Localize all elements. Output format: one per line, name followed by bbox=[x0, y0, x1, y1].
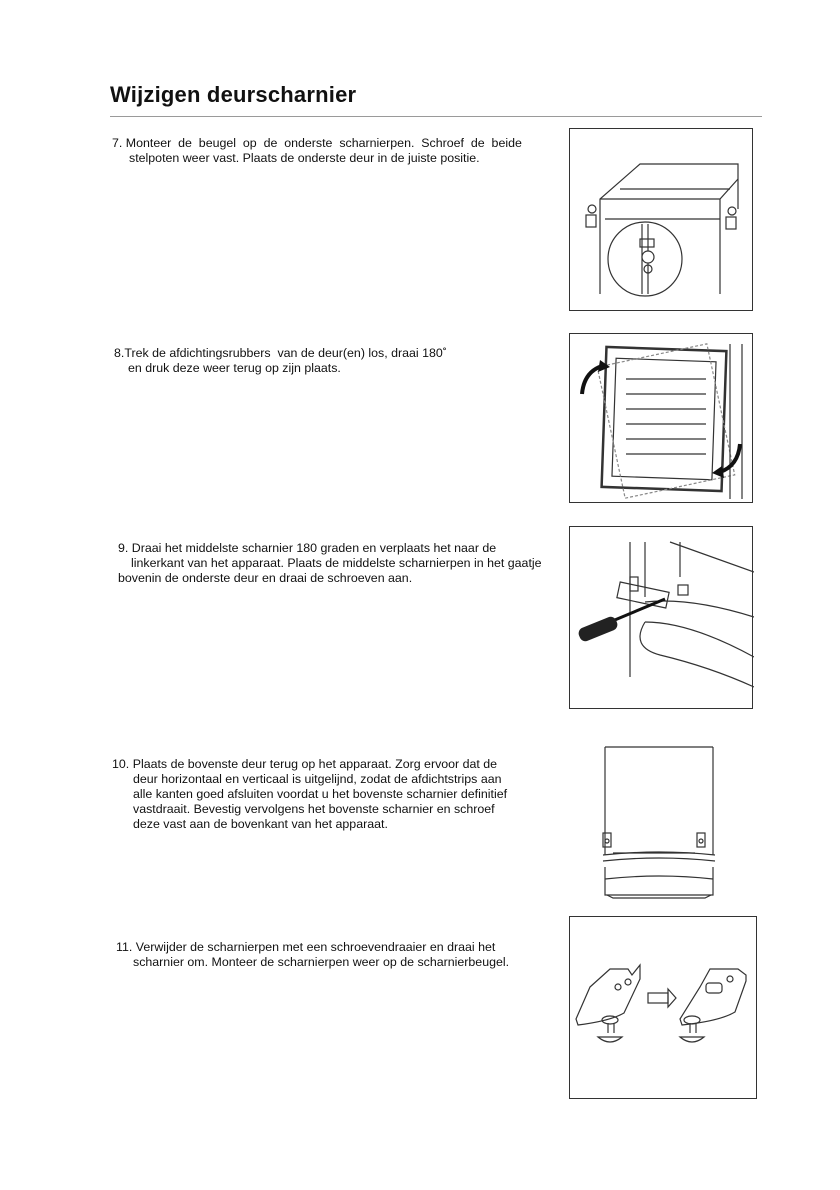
step-8-number: 8. bbox=[114, 346, 125, 360]
step-10-number: 10. bbox=[112, 757, 130, 771]
step-8-figure bbox=[569, 333, 753, 503]
step-10-line-5: deze vast aan de bovenkant van het apparaat. bbox=[133, 817, 388, 831]
step-7-figure bbox=[569, 128, 753, 311]
step-9-line-3: bovenin de onderste deur en draai de schroeven aan. bbox=[118, 571, 413, 585]
step-11-line-1: 11. Verwijder de scharnierpen met een schroevendraaier en draai het bbox=[116, 940, 496, 954]
step-10-line-1: 10. Plaats de bovenste deur terug op het apparaat. Zorg ervoor dat de bbox=[112, 757, 498, 771]
step-11-text bbox=[116, 940, 556, 970]
step-9-line-2: linkerkant van het apparaat. Plaats de middelste scharnierpen in het gaatje bbox=[131, 556, 542, 570]
step-9-figure bbox=[569, 526, 753, 709]
step-7-line-2: stelpoten weer vast. Plaats de onderste deur in de juiste positie. bbox=[129, 151, 480, 165]
step-7-line-1: 7. Monteer de beugel op de onderste scharnierpen. Schroef de beide bbox=[112, 136, 522, 150]
step-10-line-4: vastdraait. Bevestig vervolgens het bovenste scharnier en schroef bbox=[133, 802, 495, 816]
hinge-bracket-illustration bbox=[570, 129, 754, 312]
hinge-pin-illustration bbox=[570, 917, 758, 1100]
step-7-number: 7. bbox=[112, 136, 123, 150]
step-10-figure bbox=[595, 745, 720, 900]
gasket-rotate-illustration bbox=[570, 334, 754, 504]
step-11-line-2: scharnier om. Monteer de scharnierpen weer op de scharnierbeugel. bbox=[133, 955, 510, 969]
step-10-line-3: alle kanten goed afsluiten voordat u het bovenste scharnier definitief bbox=[133, 787, 508, 801]
step-9-number: 9. bbox=[118, 541, 129, 555]
step-10-text bbox=[112, 757, 552, 832]
step-11-number: 11. bbox=[116, 940, 133, 954]
title-divider bbox=[110, 116, 762, 117]
refrigerator-front-illustration bbox=[595, 745, 720, 900]
step-11-figure bbox=[569, 916, 757, 1099]
step-9-line-1: 9. Draai het middelste scharnier 180 graden en verplaats het naar de bbox=[118, 541, 497, 555]
step-7-text bbox=[112, 136, 552, 166]
step-10-line-2: deur horizontaal en verticaal is uitgelijnd, zodat de afdichtstrips aan bbox=[133, 772, 502, 786]
screwdriver-hinge-illustration bbox=[570, 527, 754, 710]
step-8-line-2: en druk deze weer terug op zijn plaats. bbox=[128, 361, 341, 375]
step-8-text bbox=[114, 346, 554, 376]
step-8-line-1: 8.Trek de afdichtingsrubbers van de deur(en) los, draai 180˚ bbox=[114, 346, 447, 360]
step-9-text bbox=[118, 541, 558, 586]
page-title: Wijzigen deurscharnier bbox=[110, 82, 357, 107]
